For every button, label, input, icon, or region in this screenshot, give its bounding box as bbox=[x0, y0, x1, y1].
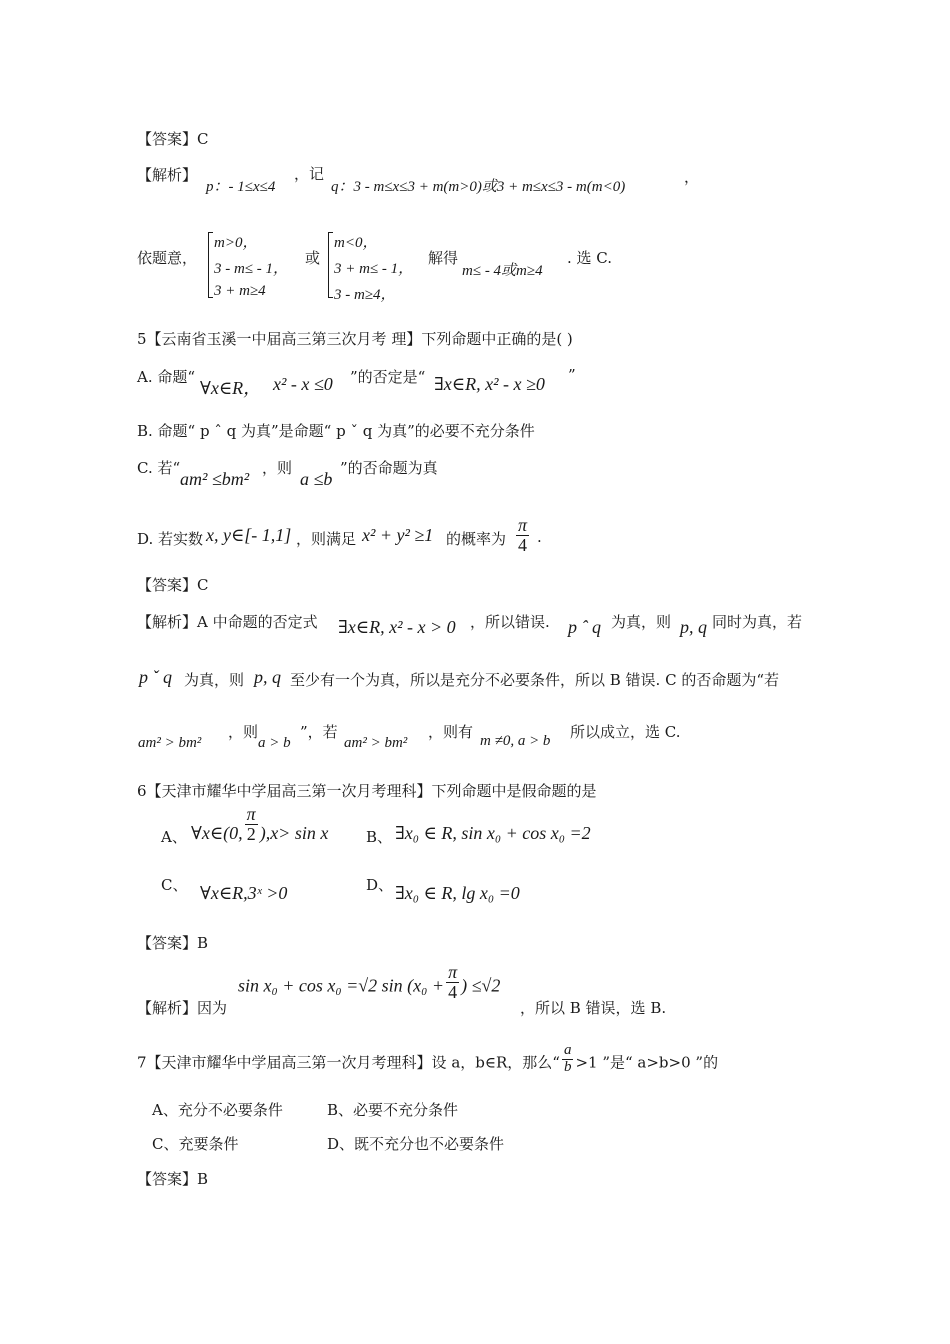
analysis-label-q4: 【解析】 bbox=[137, 166, 198, 184]
analysis-math: m ≠0, a > b bbox=[480, 733, 551, 749]
analysis-text: ”，若 bbox=[300, 723, 338, 741]
option-math: ∃x∈R, x² - x ≥0 bbox=[434, 374, 545, 394]
fraction-numerator: π bbox=[448, 962, 458, 982]
option-text: . bbox=[537, 528, 542, 546]
system-line: 3 - m≤ - 1， bbox=[214, 261, 289, 277]
analysis-text: ， bbox=[684, 168, 700, 186]
question-text: 7【天津市耀华中学届高三第一次月考理科】设 a，b∈R，那么“ bbox=[137, 1053, 560, 1072]
analysis-text: 至少有一个为真，所以是充分不必要条件，所以 B 错误. C 的否命题为“若 bbox=[290, 671, 780, 689]
fraction bbox=[514, 516, 531, 555]
question-text: >1 ”是“ a>b>0 ”的 bbox=[575, 1053, 719, 1072]
answer-line-q7 bbox=[137, 1168, 208, 1189]
analysis-text: 为真，则 bbox=[184, 671, 245, 689]
option-d-q5: D. 若实数 bbox=[137, 530, 204, 548]
analysis-text: 为真，则 bbox=[611, 613, 672, 631]
analysis-math-q: q：3 - m≤x≤3 + m(m>0)或3 + m≤x≤3 - m(m<0) bbox=[331, 179, 626, 195]
fraction-denominator: b bbox=[563, 1058, 572, 1075]
option-d-q6-math: ∃x₀ ∈ R, lg x₀ =0 bbox=[395, 883, 520, 903]
question-title-q7 bbox=[137, 1042, 719, 1076]
answer-value: C bbox=[197, 576, 209, 594]
system-line: m>0， bbox=[214, 235, 258, 251]
option-text: ”的否命题为真 bbox=[340, 459, 438, 477]
option-math: am² ≤bm² bbox=[180, 469, 250, 489]
analysis-text: 所以成立，选 C. bbox=[570, 723, 681, 741]
answer-label: 【答案】 bbox=[137, 130, 198, 148]
analysis-label: 【解析】 bbox=[137, 999, 198, 1017]
option-math: ∀x∈R， bbox=[200, 378, 262, 398]
analysis-text: ，记 bbox=[294, 165, 325, 183]
system-line: 3 - m≥4， bbox=[334, 287, 396, 303]
system-line: m<0， bbox=[334, 235, 378, 251]
option-b-q7: B、必要不充分条件 bbox=[327, 1101, 459, 1119]
option-b-q6-label: B、 bbox=[366, 828, 393, 846]
option-math: a ≤b bbox=[300, 469, 333, 489]
option-c-q7: C、充要条件 bbox=[152, 1135, 239, 1153]
analysis-text: ，则有 bbox=[428, 723, 474, 741]
answer-label: 【答案】 bbox=[137, 1170, 198, 1188]
answer-label: 【答案】 bbox=[137, 934, 198, 952]
option-text: 的概率为 bbox=[446, 530, 507, 548]
option-b-q5: B. 命题“ p ˆ q 为真”是命题“ p ˇ q 为真”的必要不充分条件 bbox=[137, 422, 535, 440]
answer-line-q4 bbox=[137, 128, 209, 149]
option-c-q5: C. 若“ bbox=[137, 459, 181, 477]
fraction-numerator: π bbox=[518, 515, 528, 535]
analysis-math: m≤ - 4或m≥4 bbox=[462, 263, 543, 279]
analysis-math: am² > bm² bbox=[344, 735, 408, 751]
analysis-math: sin x₀ + cos x₀ =√2 sin (x₀ + bbox=[238, 975, 445, 996]
option-a-q6-label: A、 bbox=[161, 828, 187, 846]
analysis-math: p, q bbox=[254, 667, 281, 687]
analysis-text: ，所以错误. bbox=[470, 613, 550, 631]
fraction-numerator: a bbox=[563, 1042, 572, 1058]
option-text: ，则满足 bbox=[296, 530, 357, 548]
analysis-math: p, q bbox=[680, 617, 707, 637]
option-math: x, y∈[- 1,1] bbox=[206, 525, 292, 545]
analysis-text: 解得 bbox=[428, 249, 459, 267]
system-line: 3 + m≥4 bbox=[214, 283, 266, 299]
option-a-q7: A、充分不必要条件 bbox=[152, 1101, 283, 1119]
option-text: ” bbox=[568, 366, 576, 384]
analysis-text: ，所以 B 错误，选 B. bbox=[520, 999, 667, 1017]
analysis-text: 因为 bbox=[197, 999, 228, 1017]
option-text: A. 命题“ bbox=[137, 368, 196, 386]
answer-value: B bbox=[197, 1170, 209, 1188]
answer-label: 【答案】 bbox=[137, 576, 198, 594]
question-title-q5: 5【云南省玉溪一中届高三第三次月考 理】下列命题中正确的是( ) bbox=[137, 330, 573, 348]
option-b-q6-math: ∃x₀ ∈ R, sin x₀ + cos x₀ =2 bbox=[395, 823, 591, 843]
option-c-q6-label: C、 bbox=[161, 876, 188, 894]
option-d-q7: D、既不充分也不必要条件 bbox=[327, 1135, 505, 1153]
analysis-math-q6 bbox=[238, 962, 501, 1002]
analysis-math: am² > bm² bbox=[138, 735, 202, 751]
option-math: ∀x∈(0, bbox=[191, 823, 243, 843]
option-math: x² + y² ≥1 bbox=[362, 525, 434, 545]
option-a-q6-math bbox=[191, 804, 329, 845]
analysis-line-q6 bbox=[137, 997, 227, 1018]
analysis-math: ∃x∈R, x² - x > 0 bbox=[338, 617, 456, 637]
answer-value: B bbox=[197, 934, 209, 952]
analysis-math-p: p：- 1≤x≤4 bbox=[206, 179, 276, 195]
question-title-q6: 6【天津市耀华中学届高三第一次月考理科】下列命题中是假命题的是 bbox=[137, 782, 597, 800]
answer-line-q5 bbox=[137, 574, 209, 595]
option-text: ”的否定是“ bbox=[350, 368, 426, 386]
system-line: 3 + m≤ - 1， bbox=[334, 261, 414, 277]
option-c-q6-math: ∀x∈R,3ˣ >0 bbox=[200, 883, 288, 903]
analysis-math: a > b bbox=[258, 735, 291, 751]
analysis-math: ) ≤√2 bbox=[461, 975, 501, 996]
analysis-text: 依题意， bbox=[137, 249, 198, 267]
option-a-q5 bbox=[137, 366, 195, 387]
analysis-text: . 选 C. bbox=[567, 249, 613, 267]
analysis-label: 【解析】 bbox=[137, 613, 198, 631]
fraction-denominator: 2 bbox=[246, 824, 256, 845]
option-d-q6-label: D、 bbox=[366, 876, 394, 894]
answer-line-q6 bbox=[137, 932, 208, 953]
fraction-numerator: π bbox=[246, 804, 256, 825]
option-math: ),x> sin x bbox=[259, 823, 329, 843]
analysis-line-q5 bbox=[137, 611, 318, 632]
analysis-text: 同时为真，若 bbox=[712, 613, 803, 631]
analysis-text: A 中命题的否定式 bbox=[197, 613, 318, 631]
option-math: x² - x ≤0 bbox=[273, 374, 333, 394]
answer-value: C bbox=[197, 130, 209, 148]
fraction-denominator: 4 bbox=[448, 981, 458, 1002]
analysis-text: 或 bbox=[305, 249, 321, 267]
option-text: ，则 bbox=[262, 459, 293, 477]
analysis-math: p ˇ q bbox=[139, 667, 172, 687]
analysis-math: p ˆ q bbox=[568, 617, 601, 637]
fraction-denominator: 4 bbox=[518, 534, 528, 555]
analysis-text: ，则 bbox=[228, 723, 259, 741]
